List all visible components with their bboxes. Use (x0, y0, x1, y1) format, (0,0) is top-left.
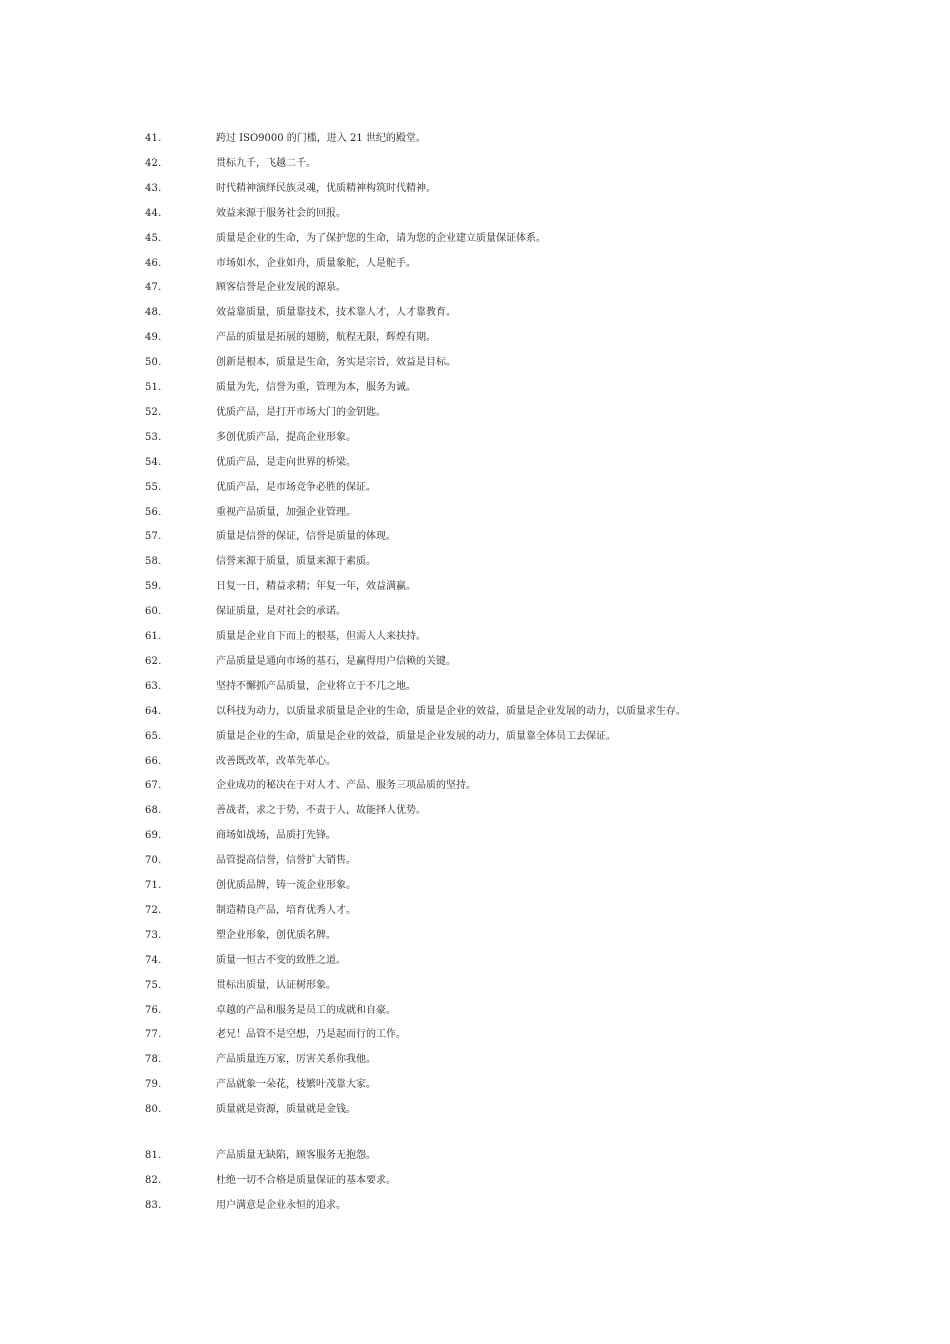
item-number: 65. (145, 731, 162, 742)
item-number: 81. (145, 1150, 162, 1161)
list-item (0, 378, 950, 398)
item-number: 69. (145, 830, 162, 841)
item-number: 48. (145, 307, 162, 318)
list-item (0, 428, 950, 448)
list-item (0, 204, 950, 224)
item-number: 44. (145, 208, 162, 219)
item-text: 以科技为动力，以质量求质量是企业的生命，质量是企业的效益，质量是企业发展的动力，以质量求生存。 (216, 706, 686, 717)
item-text: 日复一日，精益求精；年复一年，效益满赢。 (216, 581, 416, 592)
item-text: 信誉来源于质量，质量来源于素质。 (216, 556, 376, 567)
item-number: 76. (145, 1005, 162, 1016)
list-item (0, 1196, 950, 1216)
list-item (0, 602, 950, 622)
list-item (0, 951, 950, 971)
list-item (0, 776, 950, 796)
item-text: 产品质量无缺陷，顾客服务无抱怨。 (216, 1150, 376, 1161)
list-item (0, 1146, 950, 1166)
item-text: 产品的质量是拓展的翅膀，航程无限，辉煌有期。 (216, 332, 436, 343)
item-number: 50. (145, 357, 162, 368)
item-number: 64. (145, 706, 162, 717)
item-number: 51. (145, 382, 162, 393)
item-text: 产品就象一朵花，枝繁叶茂靠大家。 (216, 1079, 376, 1090)
item-number: 78. (145, 1054, 162, 1065)
item-text: 制造精良产品，培育优秀人才。 (216, 905, 356, 916)
list-item (0, 627, 950, 647)
item-text: 优质产品，是市场竞争必胜的保证。 (216, 482, 376, 493)
item-number: 77. (145, 1029, 162, 1040)
list-item (0, 727, 950, 747)
item-number: 61. (145, 631, 162, 642)
item-text: 顾客信誉是企业发展的源泉。 (216, 282, 346, 293)
list-item (0, 552, 950, 572)
item-number: 60. (145, 606, 162, 617)
item-text: 效益靠质量，质量靠技术，技术靠人才，人才靠教育。 (216, 307, 456, 318)
item-text: 卓越的产品和服务是员工的成就和自豪。 (216, 1005, 396, 1016)
list-item (0, 503, 950, 523)
list-item (0, 229, 950, 249)
list-item (0, 801, 950, 821)
item-number: 57. (145, 531, 162, 542)
item-number: 83. (145, 1200, 162, 1211)
item-text: 创优质品牌，铸一流企业形象。 (216, 880, 356, 891)
item-text: 用户满意是企业永恒的追求。 (216, 1200, 346, 1211)
item-number: 45. (145, 233, 162, 244)
item-number: 80. (145, 1104, 162, 1115)
list-item (0, 1100, 950, 1120)
item-text: 善战者，求之于势，不责于人，故能择人优势。 (216, 805, 426, 816)
item-number: 74. (145, 955, 162, 966)
list-item (0, 577, 950, 597)
item-text: 质量是企业自下而上的根基，但需人人来扶持。 (216, 631, 426, 642)
item-text: 坚持不懈抓产品质量，企业将立于不几之地。 (216, 681, 416, 692)
item-number: 67. (145, 780, 162, 791)
list-item (0, 527, 950, 547)
item-text: 时代精神演绎民族灵魂，优质精神构筑时代精神。 (216, 183, 436, 194)
item-text: 质量一恒古不变的致胜之道。 (216, 955, 346, 966)
item-text: 创新是根本，质量是生命，务实是宗旨，效益是目标。 (216, 357, 456, 368)
item-number: 54. (145, 457, 162, 468)
list-item (0, 1001, 950, 1021)
item-number: 53. (145, 432, 162, 443)
list-item (0, 353, 950, 373)
item-number: 56. (145, 507, 162, 518)
item-text: 多创优质产品，提高企业形象。 (216, 432, 356, 443)
item-number: 70. (145, 855, 162, 866)
item-number: 71. (145, 880, 162, 891)
list-item (0, 403, 950, 423)
item-number: 66. (145, 756, 162, 767)
list-item (0, 453, 950, 473)
list-item (0, 154, 950, 174)
item-number: 47. (145, 282, 162, 293)
item-text: 产品质量是通向市场的基石，是赢得用户信赖的关键。 (216, 656, 456, 667)
item-number: 46. (145, 258, 162, 269)
list-item (0, 652, 950, 672)
item-text: 质量就是资源，质量就是金钱。 (216, 1104, 356, 1115)
list-item (0, 1025, 950, 1045)
list-item (0, 851, 950, 871)
item-text: 保证质量，是对社会的承诺。 (216, 606, 346, 617)
list-item (0, 1171, 950, 1191)
item-text: 贯标九千，飞越二千。 (216, 158, 316, 169)
item-text: 品管提高信誉，信誉扩大销售。 (216, 855, 356, 866)
item-number: 72. (145, 905, 162, 916)
list-item (0, 926, 950, 946)
list-item (0, 303, 950, 323)
item-number: 63. (145, 681, 162, 692)
item-number: 68. (145, 805, 162, 816)
item-text: 企业成功的秘决在于对人才、产品、服务三项品质的坚持。 (216, 780, 476, 791)
item-number: 49. (145, 332, 162, 343)
list-item (0, 876, 950, 896)
list-item (0, 254, 950, 274)
item-text: 质量是信誉的保证，信誉是质量的体现。 (216, 531, 396, 542)
item-text: 跨过 ISO9000 的门槛，进入 21 世纪的殿堂。 (216, 133, 426, 144)
item-text: 优质产品，是走向世界的桥梁。 (216, 457, 356, 468)
list-item (0, 752, 950, 772)
item-number: 58. (145, 556, 162, 567)
item-text: 商场如战场，品质打先锋。 (216, 830, 336, 841)
item-number: 43. (145, 183, 162, 194)
item-text: 重视产品质量，加强企业管理。 (216, 507, 356, 518)
item-text: 老兄！品管不是空想，乃是起而行的工作。 (216, 1029, 406, 1040)
item-text: 市场如水，企业如舟，质量象舵，人是舵手。 (216, 258, 416, 269)
list-item (0, 278, 950, 298)
item-text: 质量是企业的生命，质量是企业的效益，质量是企业发展的动力，质量靠全体员工去保证。 (216, 731, 616, 742)
item-text: 杜绝一切不合格是质量保证的基本要求。 (216, 1175, 396, 1186)
list-item (0, 179, 950, 199)
list-item (0, 901, 950, 921)
item-number: 79. (145, 1079, 162, 1090)
item-number: 75. (145, 980, 162, 991)
list-item (0, 826, 950, 846)
item-number: 82. (145, 1175, 162, 1186)
item-text: 效益来源于服务社会的回报。 (216, 208, 346, 219)
item-text: 塑企业形象，创优质名牌。 (216, 930, 336, 941)
item-text: 贯标出质量，认证树形象。 (216, 980, 336, 991)
item-text: 产品质量连万家，厉害关系你我他。 (216, 1054, 376, 1065)
list-item (0, 1050, 950, 1070)
item-text: 优质产品，是打开市场大门的金钥匙。 (216, 407, 386, 418)
list-item (0, 976, 950, 996)
item-text: 改善既改革，改革先革心。 (216, 756, 336, 767)
list-item (0, 1075, 950, 1095)
item-number: 41. (145, 133, 162, 144)
list-item (0, 478, 950, 498)
item-number: 59. (145, 581, 162, 592)
list-item (0, 328, 950, 348)
item-number: 42. (145, 158, 162, 169)
item-number: 73. (145, 930, 162, 941)
list-item (0, 129, 950, 149)
item-text: 质量是企业的生命，为了保护您的生命，请为您的企业建立质量保证体系。 (216, 233, 546, 244)
list-item (0, 702, 950, 722)
item-text: 质量为先，信誉为重，管理为本，服务为诚。 (216, 382, 416, 393)
item-number: 52. (145, 407, 162, 418)
item-number: 55. (145, 482, 162, 493)
item-number: 62. (145, 656, 162, 667)
list-item (0, 677, 950, 697)
